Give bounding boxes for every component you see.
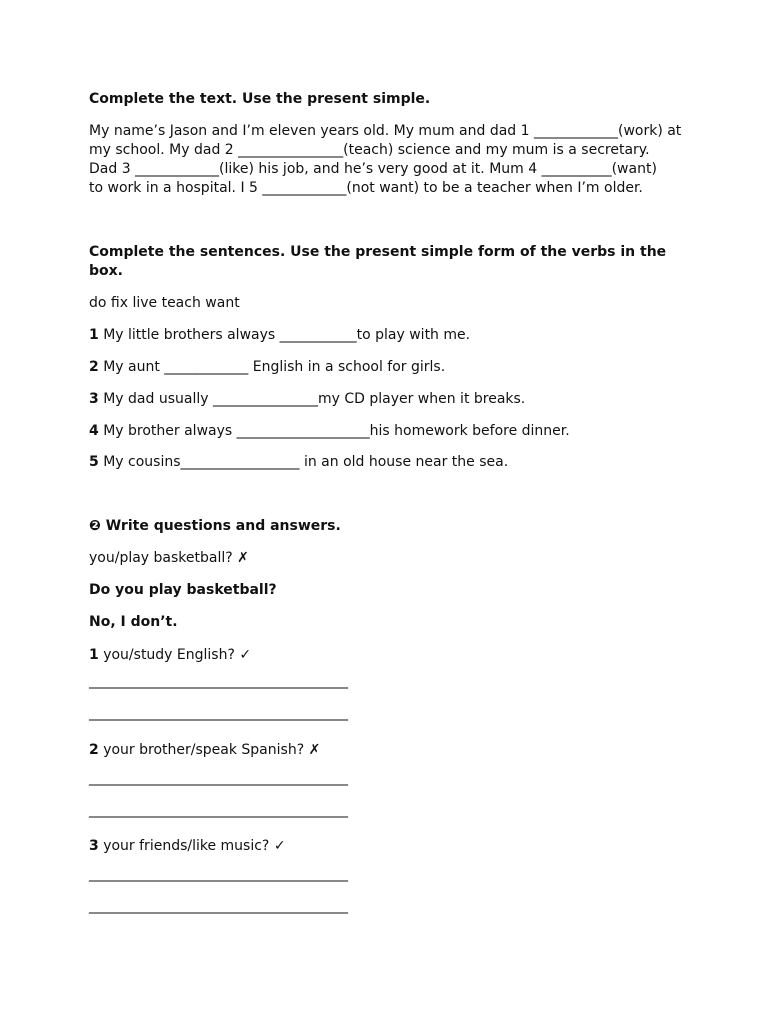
text-line: Dad 3 ____________(like) his job, and he’s very good at it. Mum 4 __________(want) bbox=[89, 161, 657, 177]
item-number: 4 bbox=[89, 423, 99, 439]
answer-line: _____________________________________ bbox=[89, 705, 348, 721]
prompt-text: you/play basketball? bbox=[89, 550, 233, 566]
item-number: 3 bbox=[89, 391, 99, 407]
example-question: Do you play basketball? bbox=[89, 582, 277, 598]
answer-line: _____________________________________ bbox=[89, 898, 348, 914]
item-text: My dad usually _______________my CD player when it breaks. bbox=[103, 391, 526, 407]
text-line: to work in a hospital. I 5 ____________(not want) to be a teacher when I’m older. bbox=[89, 180, 643, 196]
question-item bbox=[89, 741, 320, 760]
prompt-text: your brother/speak Spanish? bbox=[103, 742, 305, 758]
check-icon: ✓ bbox=[239, 647, 252, 663]
question-item bbox=[89, 837, 286, 856]
question-item bbox=[89, 646, 251, 665]
text-line: my school. My dad 2 _______________(teach) science and my mum is a secretary. bbox=[89, 142, 650, 158]
check-icon: ✓ bbox=[273, 838, 286, 854]
exercise-heading: Complete the sentences. Use the present simple form of the verbs in the bbox=[89, 244, 667, 260]
answer-line: _____________________________________ bbox=[89, 673, 348, 689]
example-prompt bbox=[89, 549, 249, 568]
item-text: My aunt ____________ English in a school for girls. bbox=[103, 359, 446, 375]
item-text: My brother always ___________________his homework before dinner. bbox=[103, 423, 570, 439]
exercise-item bbox=[89, 390, 525, 409]
item-number: 1 bbox=[89, 647, 99, 663]
item-number: 1 bbox=[89, 327, 99, 343]
answer-line: _____________________________________ bbox=[89, 770, 348, 786]
example-answer: No, I don’t. bbox=[89, 614, 178, 630]
item-number: 2 bbox=[89, 742, 99, 758]
cross-icon: ✗ bbox=[308, 742, 321, 758]
prompt-text: you/study English? bbox=[103, 647, 235, 663]
exercise-item bbox=[89, 422, 570, 441]
exercise-item bbox=[89, 453, 508, 472]
exercise-item bbox=[89, 358, 445, 377]
item-number: 5 bbox=[89, 454, 99, 470]
circled-number-icon: ❷ bbox=[89, 518, 101, 534]
exercise-item bbox=[89, 326, 470, 345]
answer-line: _____________________________________ bbox=[89, 866, 348, 882]
item-number: 3 bbox=[89, 838, 99, 854]
word-box: do fix live teach want bbox=[89, 295, 240, 311]
exercise-heading-continued: box. bbox=[89, 263, 123, 279]
answer-line: _____________________________________ bbox=[89, 802, 348, 818]
item-text: My little brothers always ___________to play with me. bbox=[103, 327, 471, 343]
heading-text: Write questions and answers. bbox=[105, 518, 341, 534]
exercise-heading: Complete the text. Use the present simple. bbox=[89, 91, 431, 107]
text-line: My name’s Jason and I’m eleven years old. My mum and dad 1 ____________(work) at bbox=[89, 123, 682, 139]
item-text: My cousins_________________ in an old house near the sea. bbox=[103, 454, 509, 470]
item-number: 2 bbox=[89, 359, 99, 375]
cross-icon: ✗ bbox=[237, 550, 249, 566]
prompt-text: your friends/like music? bbox=[103, 838, 270, 854]
exercise-heading bbox=[89, 517, 341, 536]
